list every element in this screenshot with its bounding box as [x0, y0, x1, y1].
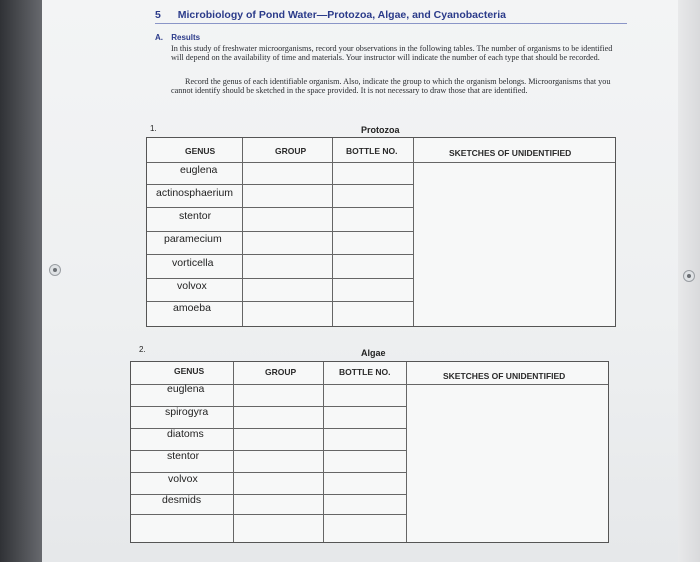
- algae-table: [130, 361, 609, 543]
- instructions-paragraph-1: In this study of freshwater microorganisms, record your observations in the following tables. The number of organisms to be identified will depend on the availability of time and materials. Your instructor will indicate the number of each type that should be recorded.: [171, 44, 613, 63]
- table-2-genus-cell: diatoms: [167, 428, 204, 440]
- chapter-header: [155, 9, 627, 24]
- table-1-header-bottle: BOTTLE NO.: [346, 146, 398, 156]
- table-2-genus-cell: volvox: [168, 473, 198, 485]
- table-2-genus-cell: euglena: [167, 383, 205, 395]
- table-2-header-group: GROUP: [265, 367, 297, 377]
- table-2-genus-cell: spirogyra: [165, 406, 209, 418]
- table-1-number: 1.: [150, 124, 157, 133]
- section-title: Results: [171, 33, 201, 42]
- table-1-genus-cell: stentor: [179, 210, 212, 222]
- table-1-title: Protozoa: [361, 125, 400, 135]
- table-1-genus-cell: actinosphaerium: [156, 187, 234, 199]
- desk-background: [0, 0, 46, 562]
- binder-hole-left: [49, 264, 61, 276]
- table-1-genus-cell: volvox: [177, 280, 207, 292]
- table-2-header-bottle: BOTTLE NO.: [339, 367, 391, 377]
- table-1-genus-cell: euglena: [180, 164, 218, 176]
- table-1-header-genus: GENUS: [185, 146, 216, 156]
- chapter-number: 5: [155, 9, 161, 21]
- table-1-header-group: GROUP: [275, 146, 307, 156]
- table-2-genus-cell: stentor: [167, 450, 200, 462]
- table-2-header-genus: GENUS: [174, 366, 205, 376]
- table-1-header-sketches: SKETCHES OF UNIDENTIFIED: [449, 148, 572, 158]
- table-2-title: Algae: [361, 348, 386, 358]
- chapter-title: Microbiology of Pond Water—Protozoa, Algae, and Cyanobacteria: [177, 9, 507, 21]
- table-1-genus-cell: paramecium: [164, 233, 222, 245]
- instructions-paragraph-2: Record the genus of each identifiable organism. Also, indicate the group to which the organism belongs. Microorganisms that you cannot identify should be sketched in the space provided. It is not necessary to draw those that are identified.: [171, 77, 611, 96]
- table-2-genus-cell: desmids: [162, 494, 202, 506]
- binder-hole-right: [683, 270, 695, 282]
- section-heading: [155, 33, 206, 42]
- table-1-genus-cell: amoeba: [173, 302, 211, 314]
- table-2-header-sketches: SKETCHES OF UNIDENTIFIED: [443, 371, 566, 381]
- section-letter: A.: [155, 33, 163, 42]
- table-1-genus-cell: vorticella: [172, 257, 214, 269]
- table-2-number: 2.: [139, 345, 146, 354]
- protozoa-table: [146, 137, 616, 327]
